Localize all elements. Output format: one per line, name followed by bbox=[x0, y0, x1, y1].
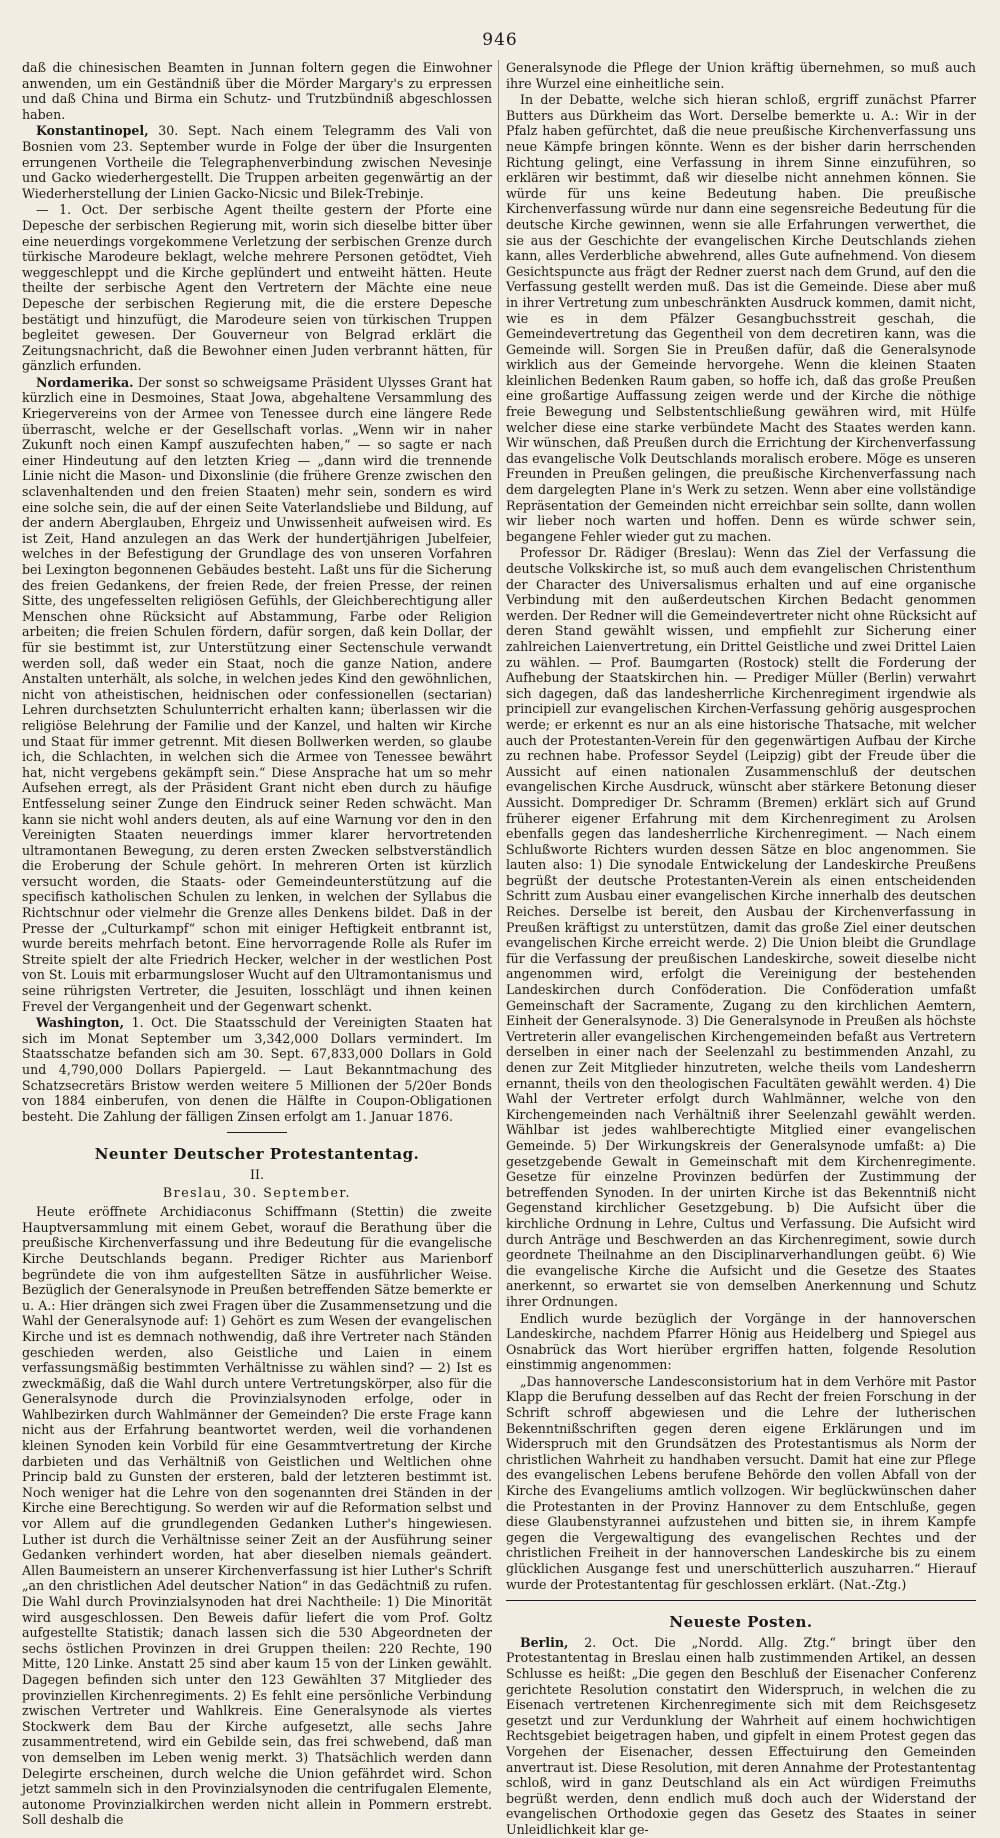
dateline-lead: Washington, bbox=[36, 1015, 124, 1031]
article-paragraph bbox=[506, 60, 976, 91]
section-divider bbox=[227, 1132, 287, 1133]
left-column bbox=[22, 60, 492, 1828]
article-paragraph bbox=[22, 1204, 492, 1828]
paragraph-text: Heute eröffnete Archidiaconus Schiffmann (Stettin) die zweite Hauptversammlung mit einem Gebet, worauf die Berathung über die preußische Kirchenverfassung und ihre Bedeutung für die evangelische Kirche Deutschlands begann. Prediger Richter aus Marienborf begründete die von ihm aufgestellten Sätze in ausführlicher Weise. Bezüglich der Generalsynode in Preußen betreffenden Sätze bemerkte er u. A.: Hier drängen sich zwei Fragen über die Zusammensetzung und die Wahl der Generalsynode auf: 1) Gehört es zum Wesen der evangelischen Kirche und ist es demnach nothwendig, daß ihre Vertreter nach Ständen geschieden werden, also Geistliche und Laien in einem verfassungsmäßig bestimmten Verhältnisse zu wählen sind? — 2) Ist es zweckmäßig, daß die Wahl durch untere Vertretungskörper, also für die Generalsynode durch die Provinzialsynoden erfolge, oder in Wahlbezirken durch Wahlmänner der Gemeinden? Die erste Frage kann nicht aus der Erfahrung beantwortet werden, weil die vorhandenen kleinen Synoden kein Vorbild für eine Gesammtvertretung der Kirche darbieten und das Verhältniß von Geistlichen und Weltlichen ohne Princip bald zu Gunsten der ersteren, bald der letzteren bestimmt ist. Noch weniger hat die Lehre von den sogenannten drei Ständen in der Kirche eine Berechtigung. So werden wir auf die Reformation selbst und vor Allem auf die grundlegenden Gedanken Luther's hingewiesen. Luther ist durch die Verhältnisse seiner Zeit an der Ausführung seiner Gedanken verhindert worden, hat aber dieselben niemals geändert. Allen Baumeistern an unserer Kirchenverfassung ist hier Luther's Schrift „an den christlichen Adel deutscher Nation“ in das Gedächtniß zu rufen. Die Wahl durch Provinzialsynoden hat drei Nachtheile: 1) Die Minorität wird ausgeschlossen. Den Beweis dafür liefert die vom Prof. Goltz aufgestellte Statistik; danach lassen sich die 530 Abgeordneten der sechs östlichen Provinzen in drei Gruppen theilen: 220 Rechte, 190 Mitte, 120 Linke. Anstatt 25 sind aber kaum 15 von der Linken gewählt. Dagegen befinden sich unter den 123 Gewählten 37 Mitglieder des provinziellen Kirchenregiments. 2) Es fehlt eine persönliche Verbindung zwischen Vertreter und Wahlkreis. Eine Generalsynode als viertes Stockwerk dem Bau der Kirche aufgesetzt, alle sechs Jahre zusammentretend, wird ein Gebilde sein, das frei schwebend, daß man von demselben im Leben wenig merkt. 3) Thatsächlich werden dann Delegirte erscheinen, durch welche die Union gefährdet wird. Schon jetzt sammeln sich in den Provinzialsynoden die centrifugalen Elemente, autonome Provinzialkirchen werden nicht allein in Pommern erstrebt. Soll deshalb die bbox=[22, 1204, 492, 1828]
dateline-lead: Berlin, bbox=[520, 1634, 569, 1650]
paragraph-text: Endlich wurde bezüglich der Vorgänge in der hannoverschen Landeskirche, nachdem Pfarrer Hönig aus Heidelberg und Spiegel aus Osnabrück das Wort hierüber ergriffen hatten, folgende Resolution einstimmig angenommen: bbox=[506, 1310, 976, 1373]
paragraph-text: Professor Dr. Rädiger (Breslau): Wenn das Ziel der Verfassung die deutsche Volkskirche ist, so muß auch dem evangelischen Christenthum der Character des Universalismus erhalten und auf eine organische Verbindung mit den außerdeutschen Kirchen Bedacht genommen werden. Der Redner will die Gemeindevertreter nicht ohne Rücksicht auf deren Stand gewählt wissen, und empfiehlt zur Sicherung einer zahlreichen Laienvertretung, ein Drittel Geistliche und zwei Drittel Laien zu wählen. — Prof. Baumgarten (Rostock) stellt die Forderung der Aufhebung der Staatskirchen hin. — Prediger Müller (Berlin) verwahrt sich dagegen, daß das landesherrliche Kirchenregiment irgendwie als principiell zur evangelischen Kirchen-Verfassung gehörig ausgesprochen werde; er erkennt es nur an als eine historische Thatsache, mit welcher auch der Protestanten-Verein für den gegenwärtigen Aufbau der Kirche zu rechnen habe. Professor Seydel (Leipzig) gibt der Freude über die Aussicht auf einen nationalen Zusammenschluß der deutschen evangelischen Kirche Ausdruck, wünscht aber stärkere Betonung dieser Aussicht. Domprediger Dr. Schramm (Bremen) erklärt sich auf Grund früherer eigener Erfahrung mit dem Kirchenregiment zu Arolsen ebenfalls gegen das landesherrliche Kirchenregiment. — Nach einem Schlußworte Richters wurden dessen Sätze en bloc angenommen. Sie lauten also: 1) Die synodale Entwickelung der Landeskirche Preußens begrüßt der deutsche Protestanten-Verein als einen entscheidenden Schritt zum Ausbau einer evangelischen Kirche innerhalb des deutschen Reiches. Derselbe ist bereit, den Ausbau der Kirchenverfassung in Preußen kräftigst zu unterstützen, damit das große Ziel einer deutschen evangelischen Kirche erreicht werde. 2) Die Union bleibt die Grundlage für die Verfassung der preußischen Landeskirche, soweit dieselbe nicht angenommen wird, erfolgt die Vereinigung der bestehenden Landeskirchen durch Conföderation. Die Conföderation umfaßt Gemeinschaft der Sacramente, Zugang zu den kirchlichen Aemtern, Einheit der Generalsynode. 3) Die Generalsynode in Preußen als höchste Vertreterin aller evangelischen Kirchengemeinden befaßt aus Vertretern derselben in einer nach der Seelenzahl zu bestimmenden Anzahl, zu denen zur Zeit Mitglieder hinzutreten, welche theils vom Landesherrn ernannt, theils von den theologischen Facultäten gewählt werden. 4) Die Wahl der Vertreter erfolgt durch Wahlmänner, welche von den Kirchengemeinden nach Verhältniß ihrer Seelenzahl gewählt werden. Wählbar ist jedes wahlberechtigte Mitglied einer evangelischen Gemeinde. 5) Der Wirkungskreis der Generalsynode umfaßt: a) Die gesetzgebende Gewalt in Gemeinschaft mit dem Kirchenregimente. Gesetze für einzelne Provinzen bedürfen der Zustimmung der betreffenden Synoden. In der unirten Kirche ist das Bekenntniß nicht Gegenstand kirchlicher Gesetzgebung. b) Die Aufsicht über die kirchliche Ordnung in Lehre, Cultus und Verfassung. Die Aufsicht wird durch Anträge und Beschwerden an das Kirchenregiment, sowie durch geordnete Theilnahme an den Disciplinarverhandlungen geübt. 6) Wie die evangelische Kirche die Aufsicht und die Gesetze des Staates anerkennt, so erwartet sie von demselben Anerkennung und Schutz ihrer Ordnungen. bbox=[506, 545, 976, 1309]
right-column bbox=[506, 60, 976, 1837]
section-heading: Neueste Posten. bbox=[669, 1613, 813, 1632]
section-divider bbox=[506, 1600, 976, 1601]
dateline: Breslau, 30. September. bbox=[162, 1184, 352, 1200]
article-paragraph bbox=[506, 1374, 976, 1592]
paragraph-text: 1. Oct. Die Staatsschuld der Vereinigten Staaten hat sich im Monat September um 3,342,000 Dollars vermindert. Im Staatsschatze befanden sich am 30. Sept. 67,833,000 Dollars in Gold und 4,790,000 Dollars Papiergeld. — Laut Bekanntmachung des Schatzsecretärs Bristow werden weitere 5 Millionen der 5/20er Bonds von 1884 einberufen, von denen die Hälfte in Coupon-Obligationen besteht. Die Zahlung der fälligen Zinsen erfolgt am 1. Januar 1876. bbox=[22, 1015, 492, 1124]
dateline-lead: Nordamerika. bbox=[36, 374, 134, 390]
article-paragraph bbox=[22, 202, 492, 374]
section-heading: Neunter Deutscher Protestantentag. bbox=[94, 1145, 420, 1164]
column-divider bbox=[498, 60, 499, 1500]
paragraph-text: Generalsynode die Pflege der Union kräftig übernehmen, so muß auch ihre Wurzel eine einheitliche sein. bbox=[506, 60, 976, 91]
page-number: 946 bbox=[482, 30, 518, 50]
paragraph-text: — 1. Oct. Der serbische Agent theilte gestern der Pforte eine Depesche der serbischen Regierung mit, worin sich dieselbe bitter über eine neuerdings vorgekommene Verletzung der serbischen Grenze durch türkische Marodeure beklagt, welche mehrere Personen getödtet, Vieh weggeschleppt und die Kirche geplündert und entweiht hätten. Heute theilte der serbische Agent den Vertretern der Mächte eine neue Depesche der serbischen Regierung mit, die die erstere Depesche bestätigt und hinzufügt, die Marodeure seien von türkischen Truppen begleitet gewesen. Der Gouverneur von Belgrad erklärt die Zeitungsnachricht, daß die Bewohner einen Juden verbrannt hätten, für gänzlich erfunden. bbox=[22, 202, 492, 374]
paragraph-text: „Das hannoversche Landesconsistorium hat in dem Verhöre mit Pastor Klapp die Berufung desselben auf das Recht der freien Forschung in der Schrift schroff abgewiesen und die Lehre der lutherischen Bekenntnißschriften gegen deren eigene Erklärungen und im Widerspruch mit den Grundsätzen des Protestantismus als Norm der christlichen Wahrheit zu handhaben versucht. Damit hat eine zur Pflege des evangelischen Lebens berufene Behörde den vollen Abfall von der Kirche des Evangeliums amtlich vollzogen. Wir beglückwünschen daher die Protestanten in der Provinz Hannover zu dem Entschluße, gegen diese Glaubenstyrannei aufzustehen und bitten sie, in ihrem Kampfe gegen die Vergewaltigung des evangelischen Rechtes und der christlichen Freiheit in der hannoverschen Landeskirche bis zu einem glücklichen Ausgange fest und unerschütterlich auszuharren.“ Hierauf wurde der Protestantentag für geschlossen erklärt. (Nat.-Ztg.) bbox=[506, 1373, 976, 1592]
article-paragraph bbox=[506, 545, 976, 1309]
paragraph-text: 30. Sept. Nach einem Telegramm des Vali von Bosnien vom 23. September wurde in Folge der über die Insurgenten errungenen Vortheile die Telegraphenverbindung zwischen Nevesinje und Gacko wiederhergestellt. Die Truppen arbeiten gegenwärtig an der Wiederherstellung der Linien Gacko-Nicsic und Bilek-Trebinje. bbox=[22, 123, 492, 201]
dateline-lead: Konstantinopel, bbox=[36, 123, 149, 139]
article-paragraph bbox=[506, 1635, 976, 1838]
article-paragraph bbox=[22, 123, 492, 201]
article-paragraph bbox=[22, 375, 492, 1014]
section-number: II. bbox=[250, 1166, 264, 1182]
paragraph-text: daß die chinesischen Beamten in Junnan foltern gegen die Einwohner anwenden, um ein Geständniß über die Mörder Margary's zu erpressen und daß China und Birma ein Schutz- und Trutzbündniß abgeschlossen haben. bbox=[22, 60, 492, 122]
article-paragraph bbox=[506, 1311, 976, 1373]
article-paragraph bbox=[22, 1015, 492, 1124]
article-paragraph bbox=[22, 60, 492, 122]
paragraph-text: In der Debatte, welche sich hieran schloß, ergriff zunächst Pfarrer Butters aus Dürkheim das Wort. Derselbe bemerkte u. A.: Wir in der Pfalz haben gefürchtet, daß die neue preußische Kirchenverfassung uns neue Kämpfe bringen könnte. Wenn es der bisher darin herrschenden Richtung gelingt, eine Verfassung in ihrem Sinne einzuführen, so erklären wir bestimmt, daß wir dieselbe nicht annehmen können. Sie würde für uns keine Bedeutung haben. Die preußische Kirchenverfassung würde nur dann eine segensreiche Bedeutung für die deutsche Kirche gewinnen, wenn sie alle Erfahrungen verwerthet, die sie aus der Geschichte der evangelischen Kirche Deutschlands ziehen kann, alles Verderbliche abwehrend, alles Gute aufnehmend. Von diesem Gesichtspuncte aus frägt der Redner zuerst nach dem Grund, auf den die Verfassung gestellt werden muß. Das ist die Gemeinde. Diese aber muß in ihrer Vertretung zum unbeschränkten Ausdruck kommen, damit nicht, wie es in dem Pfälzer Gesangbuchsstreit geschah, die Gemeindevertretung das Gegentheil von dem decretiren kann, was die Gemeinde will. Sorgen Sie in Preußen dafür, daß die Generalsynode wirklich aus der Gemeinde hervorgehe. Wenn die kleinen Staaten kleinlichen Bedenken Raum gaben, so hoffe ich, daß das große Preußen eine großartige Auffassung zeigen werde und der Kirche die nöthige freie Bewegung und Selbstentschließung gewähren wird, mit Hülfe welcher diese eine starke verbündete Macht des Staates werden kann. Wir wünschen, daß Preußen durch die Errichtung der Kirchenverfassung das evangelische Volk Deutschlands moralisch erobere. Möge es unseren Freunden in Preußen gelingen, die preußische Kirchenverfassung nach dem dargelegten Plane in's Werk zu setzen. Wenn aber eine vollständige Repräsentation der Gemeinden nicht erreichbar sein sollte, dann wollen wir lieber noch warten und hoffen. Denn es würde schwer sein, begangene Fehler wieder gut zu machen. bbox=[506, 92, 976, 544]
article-paragraph bbox=[506, 92, 976, 544]
paragraph-text: 2. Oct. Die „Nordd. Allg. Ztg.“ bringt über den Protestantentag in Breslau einen halb zustimmenden Artikel, an dessen Schlusse es heißt: „Die gegen den Beschluß der Eisenacher Conferenz gerichtete Resolution constatirt den Widerspruch, in welchen die zu Eisenach vertretenen Kirchenregimente sich mit dem Reichsgesetz gesetzt und zur Verdunklung der Wahrheit auf einem hochwichtigen Rechtsgebiet beigetragen haben, und gipfelt in einem Protest gegen das Vorgehen der Eisenacher, dessen Effectuirung den Gemeinden anvertraut ist. Diese Resolution, mit deren Annahme der Protestantentag schloß, wird in ganz Deutschland als ein Act würdigen Freimuths begrüßt werden, denn endlich muß doch auch der Widerstand der evangelischen Orthodoxie gegen das Gesetz des Staates in seiner Unleidlichkeit klar ge- bbox=[506, 1634, 976, 1837]
paragraph-text: Der sonst so schweigsame Präsident Ulysses Grant hat kürzlich eine in Desmoines, Staat Jowa, abgehaltene Versammlung des Kriegervereins von der Armee von Tenessee durch eine längere Rede überrascht, welche er der Gesellschaft vorlas. „Wenn wir in naher Zukunft noch einen Kampf auszufechten haben,“ — so sagte er nach einer Hindeutung auf den letzten Krieg — „dann wird die trennende Linie nicht die Mason- und Dixonslinie (die frühere Grenze zwischen den sclavenhaltenden und den freien Staaten) mehr sein, sondern es wird eine solche sein, die auf der einen Seite Vaterlandsliebe und Bildung, auf der andern Aberglauben, Ehrgeiz und Unwissenheit aufweisen wird. Es ist Zeit, Hand anzulegen an das Werk der hundertjährigen Jubelfeier, welches in der Befestigung der Grundlage des von unseren Vorfahren bei Lexington begonnenen Gebäudes besteht. Laßt uns für die Sicherung des freien Gedankens, der freien Rede, der freien Presse, der reinen Sitte, des ungefesselten religiösen Gefühls, der Gleichberechtigung aller Menschen ohne Rücksicht auf Abstammung, Farbe oder Religion arbeiten; die freien Schulen fördern, dafür sorgen, daß kein Dollar, der für sie bestimmt ist, zur Unterstützung einer Sectenschule verwandt werden soll, daß weder ein Staat, noch die ganze Nation, andere Anstalten unterhält, als solche, in welchen jedes Kind den gewöhnlichen, nicht von atheistischen, heidnischen oder confessionellen (sectarian) Lehren durchsetzten Schulunterricht erhalten kann; überlassen wir die religiöse Belehrung der Familie und der Kanzel, und halten wir Kirche und Staat für immer getrennt. Mit diesen Bollwerken werden, so glaube ich, die Schlachten, in welchen sich die Armee von Tenessee bewährt hat, nicht vergebens gekämpft sein.“ Diese Ansprache hat um so mehr Aufsehen erregt, als der Präsident Grant nicht eben durch zu häufige Entfesselung seiner Zunge den Eindruck seiner Reden schwächt. Man kann sie nicht wohl anders deuten, als auf eine Warnung vor den in den Vereinigten Staaten neuerdings immer klarer hervortretenden ultramontanen Bewegung, zu deren ersten Zwecken selbstverständlich die Eroberung der Schule gehört. In mehreren Orten ist kürzlich versucht worden, die Staats- oder Gemeindeunterstützung auf die specifisch katholischen Schulen zu lenken, in welchen der Syllabus die Richtschnur oder vielmehr die Grenze alles Denkens bildet. Daß in der Presse der „Culturkampf“ schon mit einiger Heftigkeit entbrannt ist, wurde bereits mehrfach betont. Eine hervorragende Rolle als Rufer im Streite spielt der alte Friedrich Hecker, welcher in der westlichen Post von St. Louis mit erbarmungsloser Wucht auf den Ultramontanismus und seine rührigsten Vertreter, die Jesuiten, losschlägt und ihnen keinen Frevel der Vergangenheit und der Gegenwart schenkt. bbox=[22, 374, 492, 1014]
